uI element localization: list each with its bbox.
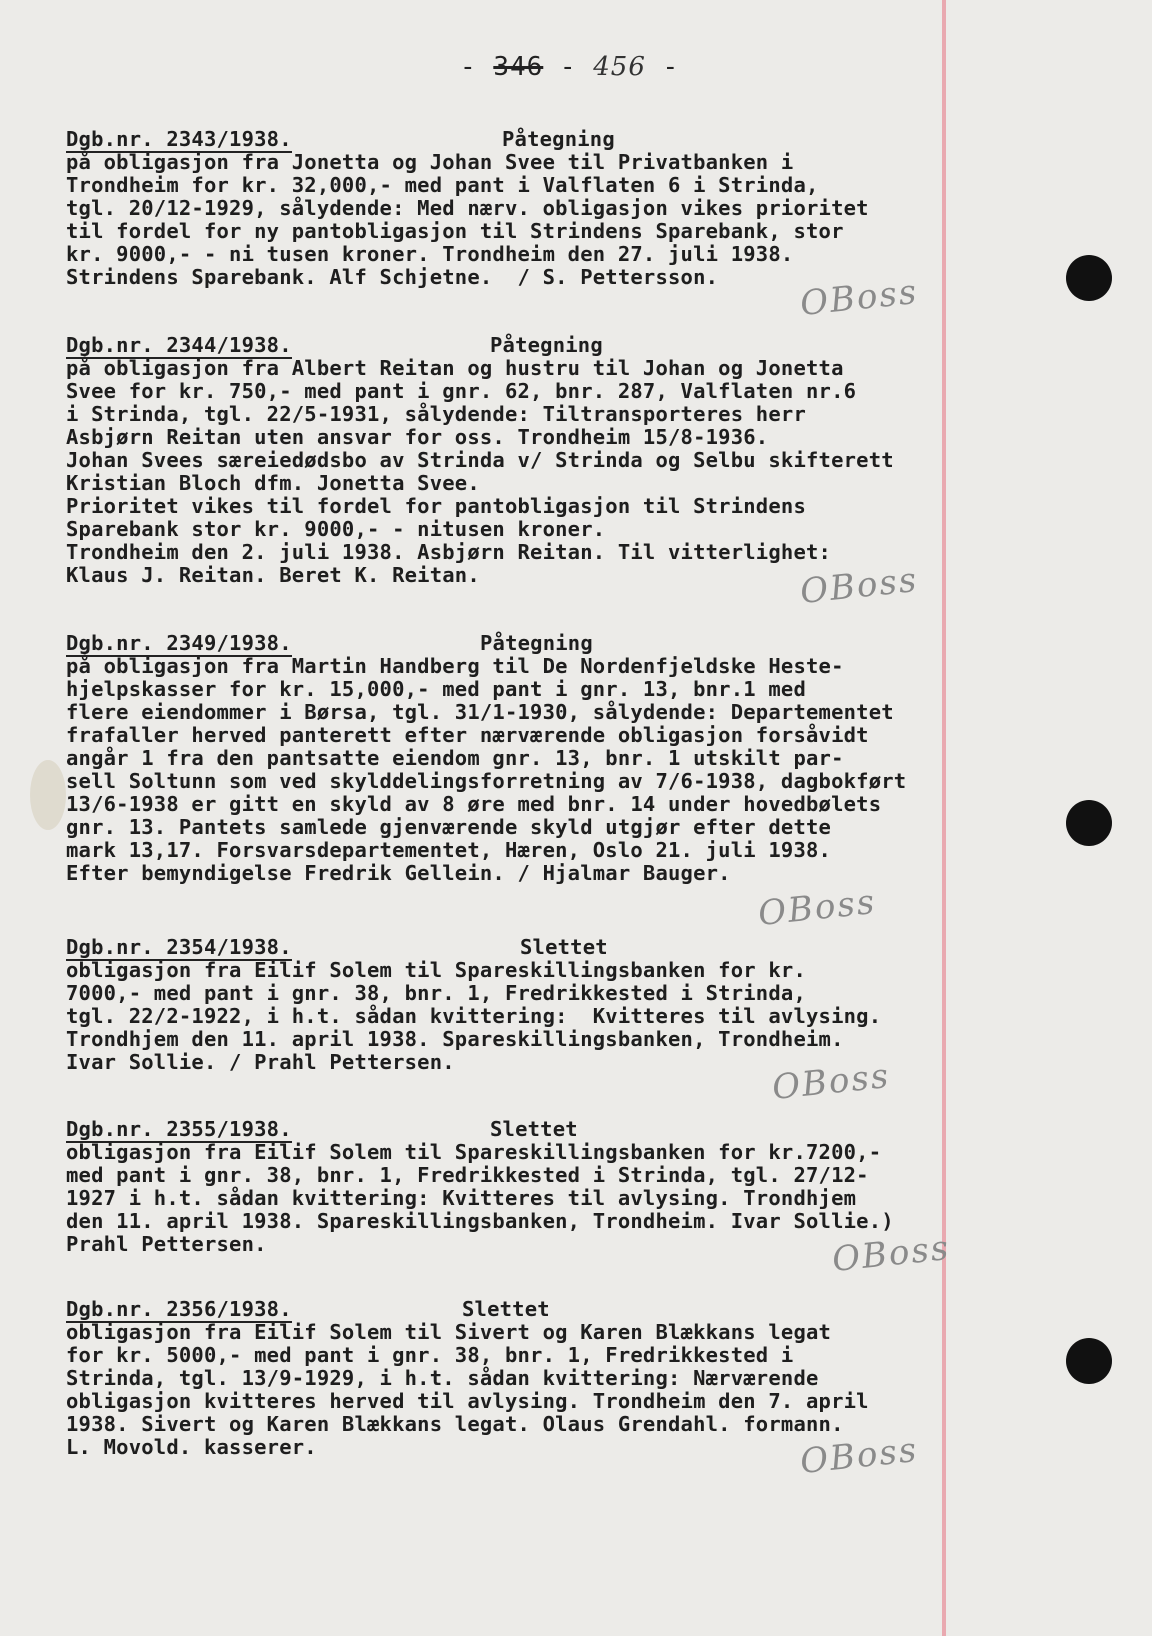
entry-line: hjelpskasser for kr. 15,000,- med pant i gnr. 13, bnr.1 med	[66, 677, 806, 701]
entry-line: Prioritet vikes til fordel for pantobligasjon til Strindens	[66, 494, 806, 518]
entry-line: 7000,- med pant i gnr. 38, bnr. 1, Fredrikkested i Strinda,	[66, 981, 806, 1005]
entry-kind: Påtegning	[480, 631, 593, 655]
entry-kind: Slettet	[462, 1297, 550, 1321]
entry-dgb-2343	[66, 128, 1006, 289]
entry-line: 1927 i h.t. sådan kvittering: Kvitteres til avlysing. Trondhjem	[66, 1186, 857, 1210]
entry-line: i Strinda, tgl. 22/5-1931, sålydende: Tiltransporteres herr	[66, 402, 806, 426]
entry-line: obligasjon kvitteres herved til avlysing. Trondheim den 7. april	[66, 1389, 869, 1413]
entry-number: Dgb.nr. 2354/1938.	[66, 935, 292, 959]
page-number-struck: 346	[493, 52, 544, 82]
entry-line: 1938. Sivert og Karen Blækkans legat. Olaus Grendahl. formann.	[66, 1412, 844, 1436]
entry-number: Dgb.nr. 2343/1938.	[66, 127, 292, 151]
entry-line: Strinda, tgl. 13/9-1929, i h.t. sådan kvittering: Nærværende	[66, 1366, 819, 1390]
entry-line: på obligasjon fra Martin Handberg til De Nordenfjeldske Heste-	[66, 654, 844, 678]
entry-line: på obligasjon fra Jonetta og Johan Svee til Privatbanken i	[66, 150, 794, 174]
entry-line: Trondheim for kr. 32,000,- med pant i Valflaten 6 i Strinda,	[66, 173, 819, 197]
entry-kind: Slettet	[520, 935, 608, 959]
entry-line: Sparebank stor kr. 9000,- - nitusen kroner.	[66, 517, 606, 541]
entry-line: sell Soltunn som ved skylddelingsforretning av 7/6-1938, dagbokført	[66, 769, 907, 793]
entry-kind: Slettet	[490, 1117, 578, 1141]
entry-dgb-2349	[66, 632, 1006, 885]
entry-line: kr. 9000,- - ni tusen kroner. Trondheim den 27. juli 1938.	[66, 242, 794, 266]
entry-line: Strindens Sparebank. Alf Schjetne. / S. Pettersson.	[66, 265, 719, 289]
entry-line: Svee for kr. 750,- med pant i gnr. 62, bnr. 287, Valflaten nr.6	[66, 379, 857, 403]
entry-kind: Påtegning	[490, 333, 603, 357]
entry-line: Asbjørn Reitan uten ansvar for oss. Trondheim 15/8-1936.	[66, 425, 769, 449]
entry-line: Kristian Bloch dfm. Jonetta Svee.	[66, 471, 480, 495]
handwritten-signature: OBoss	[770, 1055, 893, 1109]
handwritten-signature: OBoss	[798, 559, 921, 613]
entry-dgb-2354	[66, 936, 1006, 1074]
page-number-current: 456	[593, 52, 646, 82]
handwritten-signature: OBoss	[830, 1227, 953, 1281]
entry-line: tgl. 22/2-1922, i h.t. sådan kvittering: Kvitteres til avlysing.	[66, 1004, 882, 1028]
entry-line: flere eiendommer i Børsa, tgl. 31/1-1930, sålydende: Departementet	[66, 700, 894, 724]
entry-line: angår 1 fra den pantsatte eiendom gnr. 13, bnr. 1 utskilt par-	[66, 746, 844, 770]
entry-line: for kr. 5000,- med pant i gnr. 38, bnr. 1, Fredrikkested i	[66, 1343, 794, 1367]
entry-line: mark 13,17. Forsvarsdepartementet, Hæren, Oslo 21. juli 1938.	[66, 838, 832, 862]
entry-line: til fordel for ny pantobligasjon til Strindens Sparebank, stor	[66, 219, 844, 243]
entry-line: 13/6-1938 er gitt en skyld av 8 øre med bnr. 14 under hovedbølets	[66, 792, 882, 816]
entry-kind: Påtegning	[502, 127, 615, 151]
entry-line: Trondheim den 2. juli 1938. Asbjørn Reitan. Til vitterlighet:	[66, 540, 832, 564]
entry-line: frafaller herved panterett efter nærværende obligasjon forsåvidt	[66, 723, 869, 747]
entry-line: obligasjon fra Eilif Solem til Sivert og Karen Blækkans legat	[66, 1320, 832, 1344]
handwritten-signature: OBoss	[798, 1429, 921, 1483]
entry-line: Ivar Sollie. / Prahl Pettersen.	[66, 1050, 455, 1074]
entry-number: Dgb.nr. 2349/1938.	[66, 631, 292, 655]
entry-line: Klaus J. Reitan. Beret K. Reitan.	[66, 563, 480, 587]
entry-line: L. Movold. kasserer.	[66, 1435, 317, 1459]
paper-stain	[30, 760, 66, 830]
entry-dgb-2355	[66, 1118, 1006, 1256]
page-number: - 346 - 456 -	[460, 52, 680, 82]
entry-dgb-2344	[66, 334, 1006, 587]
entry-line: Trondhjem den 11. april 1938. Spareskillingsbanken, Trondheim.	[66, 1027, 844, 1051]
entry-number: Dgb.nr. 2356/1938.	[66, 1297, 292, 1321]
punch-hole	[1066, 1338, 1112, 1384]
entry-line: gnr. 13. Pantets samlede gjenværende skyld utgjør efter dette	[66, 815, 832, 839]
entry-number: Dgb.nr. 2355/1938.	[66, 1117, 292, 1141]
entry-line: Efter bemyndigelse Fredrik Gellein. / Hjalmar Bauger.	[66, 861, 731, 885]
entry-line: med pant i gnr. 38, bnr. 1, Fredrikkested i Strinda, tgl. 27/12-	[66, 1163, 869, 1187]
entry-number: Dgb.nr. 2344/1938.	[66, 333, 292, 357]
entry-line: tgl. 20/12-1929, sålydende: Med nærv. obligasjon vikes prioritet	[66, 196, 869, 220]
handwritten-signature: OBoss	[756, 881, 879, 935]
entry-line: på obligasjon fra Albert Reitan og hustru til Johan og Jonetta	[66, 356, 844, 380]
handwritten-signature: OBoss	[798, 271, 921, 325]
entry-line: Prahl Pettersen.	[66, 1232, 267, 1256]
punch-hole	[1066, 255, 1112, 301]
punch-hole	[1066, 800, 1112, 846]
entry-line: obligasjon fra Eilif Solem til Spareskillingsbanken for kr.	[66, 958, 806, 982]
entry-line: obligasjon fra Eilif Solem til Spareskillingsbanken for kr.7200,-	[66, 1140, 882, 1164]
entry-line: Johan Svees særeiedødsbo av Strinda v/ Strinda og Selbu skifterett	[66, 448, 894, 472]
entry-line: den 11. april 1938. Spareskillingsbanken, Trondheim. Ivar Sollie.)	[66, 1209, 894, 1233]
